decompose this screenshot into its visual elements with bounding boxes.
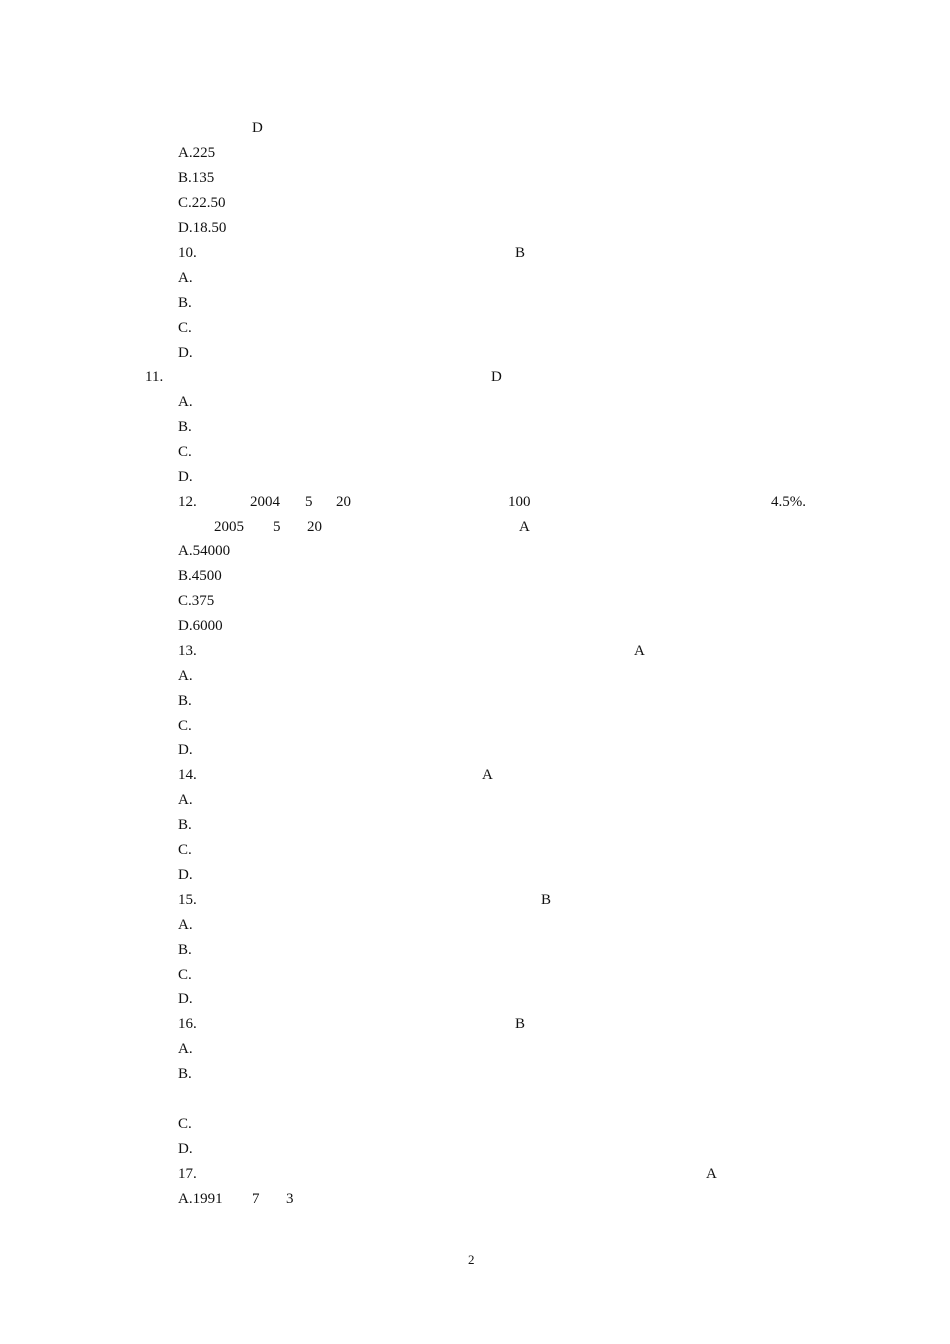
q14-number: 14. <box>178 767 197 783</box>
q9-answer: D <box>252 120 263 136</box>
q14-option-a: A. <box>178 792 193 808</box>
q13-option-b: B. <box>178 693 192 709</box>
q13-number: 13. <box>178 643 197 659</box>
q16-option-b: B. <box>178 1066 192 1082</box>
q17-number: 17. <box>178 1166 197 1182</box>
q16-option-c: C. <box>178 1116 192 1132</box>
q14-option-d: D. <box>178 867 193 883</box>
q15-answer: B <box>541 892 552 908</box>
q15-option-c: C. <box>178 967 192 983</box>
q10-option-c: C. <box>178 320 192 336</box>
q12-day: 20 <box>336 494 351 510</box>
q10-option-d: D. <box>178 345 193 361</box>
q10-option-a: A. <box>178 270 193 286</box>
q10-option-b: B. <box>178 295 192 311</box>
q15-number: 15. <box>178 892 197 908</box>
q17-option-a-day: 3 <box>286 1191 294 1207</box>
q12-month-2: 5 <box>273 519 281 535</box>
q17-option-a-month: 7 <box>252 1191 260 1207</box>
q12-number: 12. <box>178 494 197 510</box>
q16-answer: B <box>515 1016 526 1032</box>
q12-rate: 4.5%. <box>771 494 806 510</box>
q9-option-c: C.22.50 <box>178 195 226 211</box>
q16-option-a: A. <box>178 1041 193 1057</box>
q14-option-c: C. <box>178 842 192 858</box>
q15-option-b: B. <box>178 942 192 958</box>
q17-option-a-year: A.1991 <box>178 1191 223 1207</box>
q12-month: 5 <box>305 494 313 510</box>
q16-option-d: D. <box>178 1141 193 1157</box>
q9-option-b: B.135 <box>178 170 215 186</box>
q16-number: 16. <box>178 1016 197 1032</box>
q11-option-b: B. <box>178 419 192 435</box>
q14-answer: A <box>482 767 493 783</box>
q12-year: 2004 <box>250 494 280 510</box>
q12-answer: A <box>519 519 530 535</box>
q12-option-b: B.4500 <box>178 568 222 584</box>
q13-option-d: D. <box>178 742 193 758</box>
q12-option-c: C.375 <box>178 593 215 609</box>
q10-number: 10. <box>178 245 197 261</box>
q12-year-2: 2005 <box>214 519 244 535</box>
q13-answer: A <box>634 643 645 659</box>
q12-option-d: D.6000 <box>178 618 223 634</box>
q11-option-a: A. <box>178 394 193 410</box>
q9-option-a: A.225 <box>178 145 216 161</box>
q13-option-a: A. <box>178 668 193 684</box>
q17-answer: A <box>706 1166 717 1182</box>
q12-day-2: 20 <box>307 519 322 535</box>
q13-option-c: C. <box>178 718 192 734</box>
q15-option-a: A. <box>178 917 193 933</box>
q11-option-c: C. <box>178 444 192 460</box>
q11-option-d: D. <box>178 469 193 485</box>
q11-number: 11. <box>145 369 164 385</box>
q11-answer: D <box>491 369 502 385</box>
q15-option-d: D. <box>178 991 193 1007</box>
q9-option-d: D.18.50 <box>178 220 227 236</box>
page-number: 2 <box>468 1252 475 1267</box>
q12-amount: 100 <box>508 494 531 510</box>
q12-option-a: A.54000 <box>178 543 231 559</box>
q10-answer: B <box>515 245 526 261</box>
q14-option-b: B. <box>178 817 192 833</box>
